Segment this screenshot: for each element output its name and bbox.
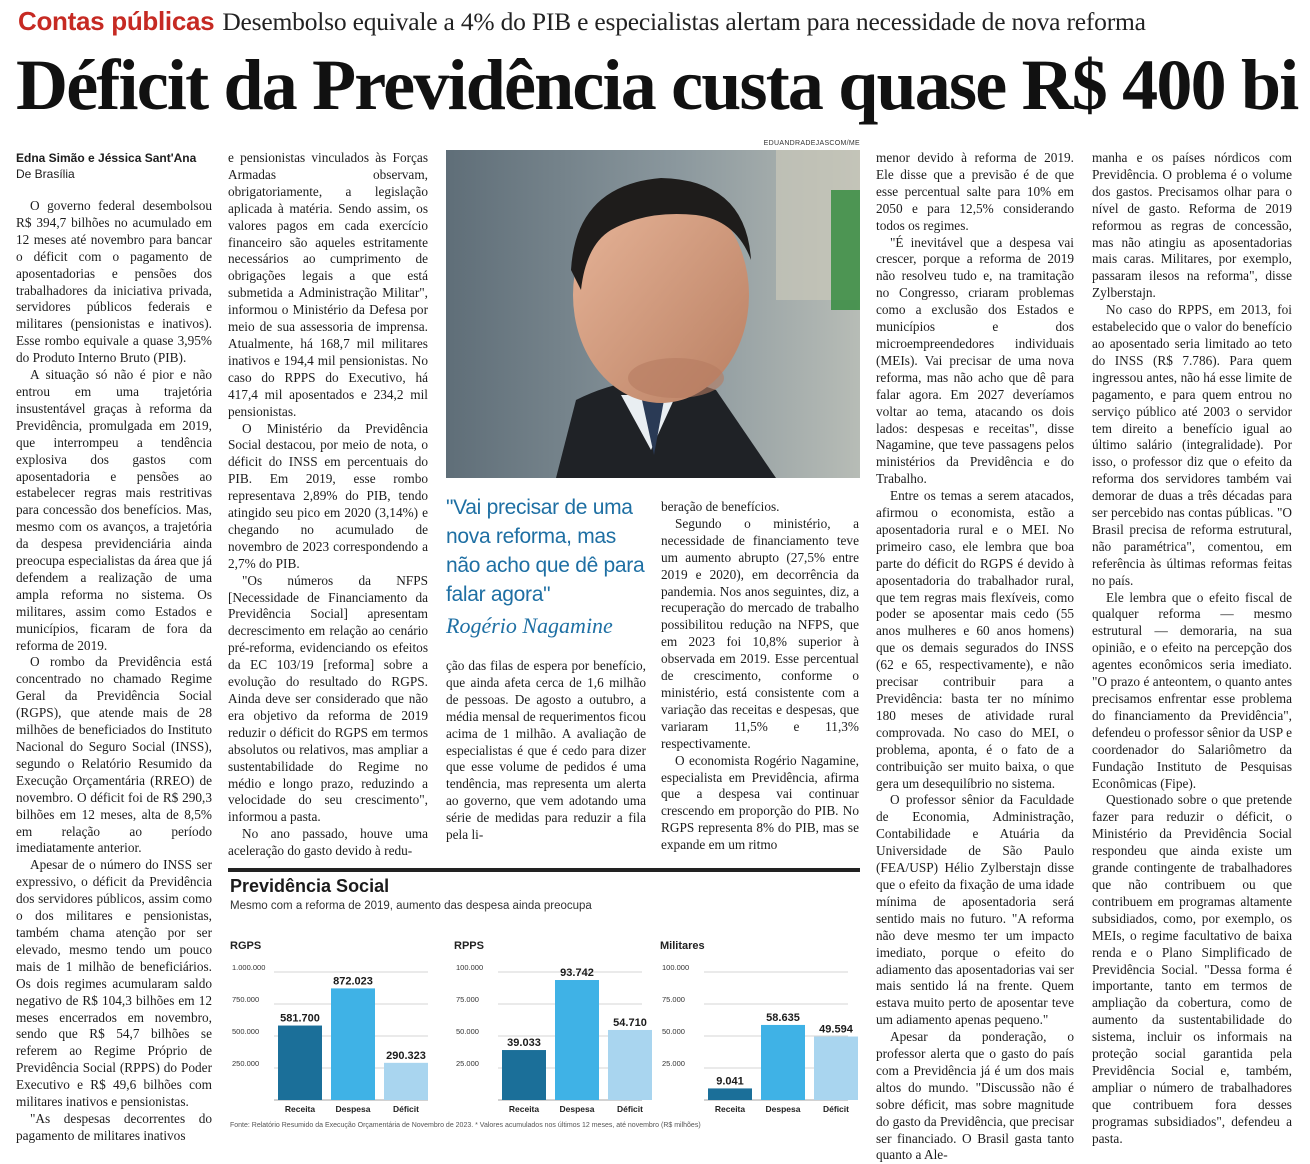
chart-rgps [230, 940, 430, 1120]
y-tick-label: 750.000 [232, 995, 260, 1004]
column-text [1092, 150, 1292, 1147]
infographic-source: Fonte: Relatório Resumido da Execução Orçamentária de Novembro de 2023. * Valores acumulados nos últimos 12 meses, até novembro (R$ milhões) [230, 1122, 701, 1129]
data-label: 58.635 [766, 1011, 800, 1024]
section-label: Contas públicas [18, 6, 215, 36]
data-label: 49.594 [819, 1023, 853, 1036]
article-column-3 [446, 658, 646, 844]
photo-credit: EDUANDRADEJASCOM/ME [763, 140, 860, 147]
chart-militares [660, 940, 853, 1120]
headline: Déficit da Previdência custa quase R$ 400 bi [16, 45, 1298, 125]
x-tick-label: Receita [284, 1104, 316, 1114]
article-paragraph: O Ministério da Previdência Social destacou, por meio de nota, o déficit do INSS em percentuais do PIB. Em 2019, esse rombo representava 2,89% do PIB, tendo atingido seu pico em 2020 (3,14%) e chegando no acumulado de novembro de 2023 correspondendo a 2,7% do PIB. [228, 420, 428, 571]
article-paragraph: manha e os países nórdicos com Previdência. O problema é o volume dos gastos. Precisamos olhar para o nível de gasto. Reforma de 2019 reformou as regras de concessão, mas não atingiu as aposentadorias mais caras. Militares, por exemplo, passaram ilesos na reforma", disse Zylberstajn. [1092, 150, 1292, 301]
data-label: 290.323 [386, 1049, 426, 1062]
article-column-6 [1092, 150, 1292, 1147]
article-paragraph: "É inevitável que a despesa vai crescer, porque a reforma de 2019 não resolveu tudo e, na tramitação no Congresso, criaram problemas como a exclusão dos Estados e municípios e dos microempreendedores individuais (MEIs). Vai precisar de uma nova reforma, mas não acho que dê para falar agora. Em 2027 deveríamos voltar ao tema, atacando os dois lados: despesas e receitas", disse Nagamine, que teve passagens pelos ministérios da Previdência e do Trabalho. [876, 234, 1074, 487]
y-tick-label: 250.000 [232, 1059, 260, 1068]
chart-title: RGPS [230, 940, 262, 952]
chart-title: Militares [660, 940, 705, 952]
column-text [661, 499, 859, 854]
data-label: 9.041 [716, 1075, 744, 1088]
subheadline: Desembolso equivale a 4% do PIB e especialistas alertam para necessidade de nova reforma [222, 7, 1146, 36]
byline-location: De Brasília [16, 167, 75, 181]
bar-despesa [761, 1025, 805, 1100]
chart-title: RPPS [454, 940, 484, 952]
bar-despesa [555, 980, 599, 1100]
column-text [446, 658, 646, 844]
infographic [228, 868, 860, 1138]
bar-déficit [384, 1063, 428, 1100]
bar-déficit [608, 1030, 652, 1100]
bar-receita [278, 1026, 322, 1100]
x-tick-label: Despesa [765, 1104, 801, 1114]
infographic-subtitle: Mesmo com a reforma de 2019, aumento das despesa ainda preocupa [230, 900, 592, 912]
x-tick-label: Receita [508, 1104, 540, 1114]
article-paragraph: Segundo o ministério, a necessidade de financiamento teve um aumento abrupto (27,5% entre 2019 e 2020), em decorrência da pandemia. Nos anos seguintes, diz, a recuperação do mercado de trabalho possibilitou redução na NFPS, que em 2023 foi 10,8% superior à observada em 2019. Esse percentual de crescimento, conforme o ministério, está consistente com a variação das receitas e despesas, que variaram 11,5% e 11,3% respectivamente. [661, 515, 859, 751]
article-paragraph: No ano passado, houve uma aceleração do gasto devido à redu- [228, 826, 428, 859]
article-column-5 [876, 150, 1074, 1164]
x-tick-label: Receita [714, 1104, 746, 1114]
column-text [16, 198, 212, 1145]
x-tick-label: Déficit [617, 1104, 643, 1114]
article-paragraph: O professor sênior da Faculdade de Economia, Administração, Contabilidade e Atuária da Universidade de São Paulo (FEA/USP) Hélio Zylberstajn disse que o efeito da fixação de uma idade mínima de aposentadoria será sentido mais no futuro. "A reforma não deve mesmo ter um impacto imediato, porque o efeito do adiamento das aposentadorias vai ser mais sentido lá na frente. Quem estava muito perto de aposentar teve um adiamento apenas pequeno." [876, 792, 1074, 1028]
y-tick-label: 100.000 [662, 963, 690, 972]
bar-chart-svg [660, 940, 853, 1120]
article-paragraph: e pensionistas vinculados às Forças Armadas observam, obrigatoriamente, a legislação aplicada à matéria. Sendo assim, os valores pagos em cada exercício financeiro são aqueles estritamente necessários ao cumprimento de obrigações legais a que está submetida a Administração Militar", informou o Ministério da Defesa por meio de sua assessoria de imprensa. Atualmente, há 168,7 mil militares inativos e 194,4 mil pensionistas. No caso do RPPS do Executivo, há 417,4 mil aposentados e 234,2 mil pensionistas. [228, 150, 428, 419]
x-tick-label: Despesa [335, 1104, 371, 1114]
bar-receita [502, 1050, 546, 1100]
portrait-illustration [446, 150, 860, 478]
article-column-2 [228, 150, 428, 860]
pull-quote-text: "Vai precisar de uma nova reforma, mas não acho que dê para falar agora" [446, 496, 645, 606]
y-tick-label: 75.000 [456, 995, 479, 1004]
data-label: 872.023 [333, 975, 373, 988]
article-column-1 [16, 150, 212, 1145]
article-paragraph: beração de benefícios. [661, 499, 780, 514]
kicker-line [18, 6, 1146, 42]
column-text [876, 150, 1074, 1164]
article-paragraph: Ele lembra que o efeito fiscal de qualquer reforma — mesmo estrutural — demoraria, na sua opinião, e o efeito na percepção dos agentes econômicos seria imediato. "O prazo é anteontem, o quanto antes precisamos enfrentar esse problema do financiamento da Previdência", defendeu o professor sênior da USP e coordenador do Salariômetro da Fundação Instituto de Pesquisas Econômicas (Fipe). [1092, 589, 1292, 791]
chart-rpps [454, 940, 647, 1120]
data-label: 581.700 [280, 1012, 320, 1025]
y-tick-label: 25.000 [662, 1059, 685, 1068]
article-paragraph: Apesar da ponderação, o professor alerta que o gasto do país com a Previdência já é um dos mais altos do mundo. "Discussão não é sobre déficit, mas sobre magnitude do gasto da Previdência, que precisar ser financiado. O Brasil gasta tanto quanto a Ale- [876, 1029, 1074, 1163]
bar-receita [708, 1088, 752, 1100]
article-paragraph: menor devido à reforma de 2019. Ele disse que a previsão é de que esse percentual salte para 10% em 2050 e para 12,5% considerando todos os regimes. [876, 150, 1074, 233]
y-tick-label: 50.000 [456, 1027, 479, 1036]
data-label: 54.710 [613, 1016, 647, 1029]
byline-authors: Edna Simão e Jéssica Sant'Ana [16, 151, 197, 165]
bar-déficit [814, 1037, 858, 1100]
y-tick-label: 1.000.000 [232, 963, 266, 972]
photo-rogerio-nagamine [446, 150, 860, 478]
article-column-4 [661, 499, 859, 854]
article-paragraph: "As despesas decorrentes do pagamento de militares inativos [16, 1110, 212, 1143]
article-paragraph: Entre os temas a serem atacados, afirmou o economista, estão a aposentadoria rural e o MEI. No primeiro caso, ele lembra que boa parte do déficit do RGPS é devido à aposentadoria do trabalhador rural, que tem regras mais flexíveis, como poder se aposentar mais cedo (55 anos mulheres e 60 anos homens) que os demais segurados do INSS (62 e 65, respectivamente), e não precisar contribuir para a Previdência: basta ter no mínimo 180 meses de atividade rural comprovada. No caso do MEI, o problema, aponta, é o fato de a contribuição ser muito baixa, o que gera um desequilíbrio no sistema. [876, 488, 1074, 791]
x-tick-label: Despesa [559, 1104, 595, 1114]
y-tick-label: 50.000 [662, 1027, 685, 1036]
article-paragraph: O rombo da Previdência está concentrado no chamado Regime Geral da Previdência Social (RGPS), que atende mais de 28 milhões de beneficiados do Instituto Nacional do Seguro Social (INSS), segundo o Relatório Resumido da Execução Orçamentária (RREO) de novembro. O déficit foi de R$ 290,3 bilhões em 12 meses, alta de 8,5% em relação ao período imediatamente anterior. [16, 654, 212, 856]
y-tick-label: 75.000 [662, 995, 685, 1004]
article-paragraph: No caso do RPPS, em 2013, foi estabelecido que o valor do benefício ao aposentado seria limitado ao teto do INSS (R$ 7.786). Para quem ingressou antes, não há esse limite de pagamento, e para quem entrou no serviço público até 2003 o servidor tem direito a benefício igual ao último salário (integralidade). Por isso, o professor diz que o efeito da reforma dos servidores também vai demorar de duas a três décadas para ser percebido nas contas públicas. "O Brasil precisa de reforma estrutural, não paramétrica", comentou, em referência às últimas reformas feitas no país. [1092, 302, 1292, 588]
y-tick-label: 500.000 [232, 1027, 260, 1036]
bar-despesa [331, 988, 375, 1100]
article-paragraph: "Os números da NFPS [Necessidade de Financiamento da Previdência Social] apresentam decrescimento em relação ao cenário pré-reforma, evidenciando os efeitos da EC 103/19 [reforma] sobre a evolução do resultado do RGPS. Ainda deve ser considerado que não era objetivo da reforma de 2019 reduzir o déficit do RGPS em termos absolutos ou relativos, mas ampliar a sustentabilidade do Regime no médio e longo prazo, reduzindo a velocidade do seu crescimento", informou a pasta. [228, 572, 428, 825]
bar-chart-svg [454, 940, 647, 1120]
article-paragraph: A situação só não é pior e não entrou em uma trajetória insustentável graças à reforma da Previdência, promulgada em 2019, que interrompeu a tendência explosiva dos gastos com aposentadoria e pensões ao estabelecer regras mais restritivas para concessão dos benefícios. Mas, mesmo com os avanços, a trajetória da despesa previdenciária ainda preocupa especialistas da área que já defendem a realização de uma ampla reforma no sistema. Os militares, assim como Estados e municípios, ficaram de fora da reforma de 2019. [16, 367, 212, 653]
column-text [228, 150, 428, 860]
x-tick-label: Déficit [393, 1104, 419, 1114]
article-paragraph: Questionado sobre o que pretende fazer para reduzir o déficit, o Ministério da Previdência Social respondeu que ainda existe um grande contingente de trabalhadores que não contribuem ou que contribuem em programas altamente subsidiados, como, por exemplo, os MEIs, o regime facultativo de baixa renda e o Plano Simplificado de Previdência Social. "Dessa forma é importante, tanto em termos de ampliação da cobertura, como de aumento da sustentabilidade do sistema, incluir os informais na proteção social garantida pela Previdência Social e, também, ampliar o número de trabalhadores que contribuem fora desses programas subsidiados", defendeu a pasta. [1092, 792, 1292, 1146]
x-tick-label: Déficit [823, 1104, 849, 1114]
y-tick-label: 100.000 [456, 963, 484, 972]
y-tick-label: 25.000 [456, 1059, 479, 1068]
pull-quote-attribution: Rogério Nagamine [446, 613, 613, 638]
infographic-title: Previdência Social [230, 876, 390, 896]
bar-chart-svg [230, 940, 430, 1120]
article-paragraph: O governo federal desembolsou R$ 394,7 bilhões no acumulado em 12 meses até novembro para bancar o déficit com o pagamento de aposentadorias e pensões dos trabalhadores da iniciativa privada, servidores públicos federais e militares (pensionistas e inativos). Esse rombo equivale a quase 3,95% do Produto Interno Bruto (PIB). [16, 198, 212, 366]
article-paragraph: ção das filas de espera por benefício, que ainda afeta cerca de 1,6 milhão de pessoas. De agosto a outubro, a média mensal de requerimentos ficou acima de 1 milhão. A avaliação de especialistas é que é cedo para dizer que esse volume de pedidos é uma tendência, mas representa um alerta ao governo, que vem adotando uma série de medidas para reduzir a fila pela li- [446, 658, 646, 843]
article-paragraph: Apesar de o número do INSS ser expressivo, o déficit da Previdência dos servidores públicos, assim como o dos militares e pensionistas, também chama atenção por ser elevado, mesmo tendo um pouco mais de 1 milhão de beneficiários. Os dois regimes acumularam saldo negativo de R$ 104,3 bilhões em 12 meses encerrados em novembro, sendo que R$ 54,7 bilhões se referem ao Regime Próprio de Previdência Social (RPPS) do Poder Executivo e R$ 49,6 bilhões com militares inativos e pensionistas. [16, 857, 212, 1110]
article-paragraph: O economista Rogério Nagamine, especialista em Previdência, afirma que a despesa vai continuar crescendo em proporção do PIB. No RGPS representa 8% do PIB, mas se expande em um ritmo [661, 752, 859, 853]
data-label: 93.742 [560, 967, 594, 980]
data-label: 39.033 [507, 1037, 541, 1050]
pull-quote [446, 493, 651, 641]
